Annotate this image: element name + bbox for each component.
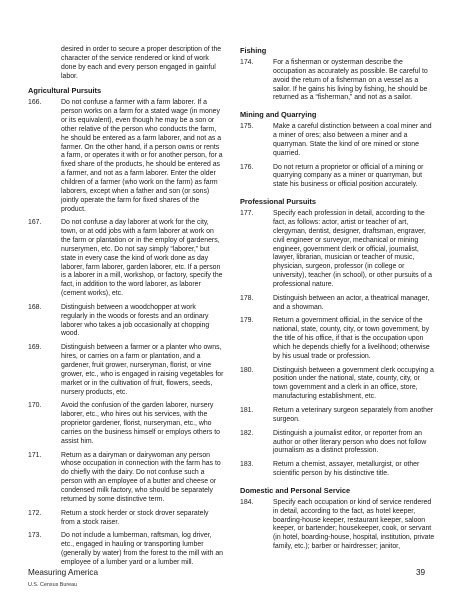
paragraph-number: 183.: [240, 461, 254, 469]
numbered-paragraph: [240, 295, 436, 313]
item-list: [28, 99, 224, 567]
paragraph-number: 176.: [240, 163, 254, 171]
paragraph-number: 170.: [28, 402, 42, 410]
paragraph-text: Specify each profession in detail, according to the fact, as follows: actor, artist or teacher of art, clergyman, dentist, designer, draftsman, engraver, civil engineer or surveyor, mechanical or mining engineer, government clerk or official, journalist, lawyer, librarian, musician or teacher of music, physician, surgeon, professor (in college or university), teacher (in school), or other pursuits of a professional nature.: [273, 210, 432, 288]
paragraph-number: 173.: [28, 532, 42, 540]
paragraph-number: 166.: [28, 99, 42, 107]
numbered-paragraph: [28, 452, 224, 505]
right-column: [240, 46, 436, 557]
paragraph-text: Distinguish between a farmer or a planter who owns, hires, or carries on a farm or plantation, and a gardener, fruit grower, nurseryman, florist, or vine grower, etc., who is engaged in raising vegetables for market or in the cultivation of fruit, flowers, seeds, nursery products, etc.: [61, 344, 224, 396]
paragraph-text: Make a careful distinction between a coal miner and a miner of ores; also between a miner and a quarryman. State the kind of ore mined or stone quarried.: [273, 123, 432, 157]
paragraph-number: 178.: [240, 294, 254, 302]
paragraph-text: Specify each occupation or kind of service rendered in detail, according to the fact, as hotel keeper, boarding-house keeper, restaurant keeper, saloon keeper, or bartender; housekeeper, cook, or servant (in hotel, boarding-house, hospital, institution, private family, etc.); barber or hairdresser; janitor,: [273, 498, 435, 551]
paragraph-number: 174.: [240, 59, 254, 66]
section-agricultural-pursuits: [28, 86, 224, 567]
paragraph-number: 182.: [240, 429, 254, 437]
section-title: Agricultural Pursuits: [28, 86, 102, 96]
section-title: Mining and Quarrying: [240, 110, 317, 120]
paragraph-number: 181.: [240, 407, 254, 414]
left-column: [28, 46, 224, 573]
numbered-paragraph: [240, 407, 436, 425]
numbered-paragraph: [240, 59, 436, 103]
paragraph-number: 172.: [28, 509, 42, 517]
paragraph-text: Return a chemist, assayer, metallurgist, or other scientific person by his distinctive title.: [273, 461, 420, 478]
paragraph-text: Distinguish a journalist editor, or reporter from an author or other literary person who does not follow journalism as a distinct profession.: [273, 429, 427, 455]
paragraph-number: 169.: [28, 344, 42, 352]
page-number: 39: [416, 568, 426, 577]
numbered-paragraph: [240, 317, 436, 361]
paragraph-text: Do not confuse a farmer with a farm laborer. If a person works on a farm for a stated wage (in money or its equivalent), even though he may be a son or other relative of the person who conducts the farm, he should be entered as a farm laborer, and not as a farmer. On the other hand, if a person owns or rents a farm, or operates it with or for another person, for a fixed share of the products, he should be entered as a farmer, and not as a farm laborer. Enter the older children of a farmer (who work on the farm) as farm laborers, except when a father and son (or sons) jointly operate the farm for fixed shares of the product.: [61, 99, 223, 213]
paragraph-number: 184.: [240, 498, 254, 506]
numbered-paragraph: [28, 532, 224, 567]
paragraph-text: Distinguish between a government clerk occupying a position under the national, state, county, city, or town government and a clerk in an office, store, manufacturing establishment, etc.: [273, 366, 434, 401]
section: [240, 110, 436, 190]
numbered-paragraph: [240, 367, 436, 402]
paragraph-number: 167.: [28, 219, 42, 227]
paragraph-number: 168.: [28, 303, 42, 311]
section: [240, 46, 436, 103]
paragraph-text: Avoid the confusion of the garden laborer, nursery laborer, etc., who hires out his services, with the proprietor gardener, florist, nurseryman, etc., who carries on the business himself or employs others to assist him.: [61, 402, 220, 445]
paragraph-text: Return a government official, in the service of the national, state, county, city, or town government, by the title of his office, if that is the occupation upon which he depends chiefly for a livelihood; otherwise by his usual trade or profession.: [273, 317, 430, 360]
section: [240, 197, 436, 479]
numbered-paragraph: [240, 430, 436, 457]
section-title: Domestic and Personal Service: [240, 485, 351, 495]
numbered-paragraph: [240, 123, 436, 158]
intro-paragraph: desired in order to secure a proper description of the character of the service rendered or kind of work done by each and every person engaged in gainful labor.: [61, 46, 222, 80]
numbered-paragraph: [240, 499, 436, 552]
numbered-paragraph: [28, 344, 224, 397]
numbered-paragraph: [240, 164, 436, 191]
paragraph-text: Distinguish between an actor, a theatrical manager, and a showman.: [273, 294, 430, 311]
footer-title: Measuring America: [28, 568, 99, 577]
paragraph-text: Return a veterinary surgeon separately from another surgeon.: [273, 407, 434, 423]
paragraph-number: 177.: [240, 210, 254, 218]
numbered-paragraph: [28, 304, 224, 339]
paragraph-number: 175.: [240, 123, 254, 131]
numbered-paragraph: [28, 219, 224, 299]
numbered-paragraph: [240, 461, 436, 479]
paragraph-text: Do not return a proprietor or official of a mining or quarrying company as a miner or quarryman, but state his business or official position accurately.: [273, 163, 424, 189]
section-title: Fishing: [240, 46, 267, 55]
numbered-paragraph: [240, 210, 436, 290]
paragraph-text: Return as a dairyman or dairywoman any person whose occupation in connection with the farm has to do chiefly with the dairy. Do not confuse such a person with an employee of a butter and cheese or condensed milk factory, who should be separately returned by some distinctive term.: [61, 451, 221, 503]
paragraph-number: 179.: [240, 317, 254, 325]
numbered-paragraph: [28, 99, 224, 214]
paragraph-number: 180.: [240, 366, 254, 374]
numbered-paragraph: [28, 510, 224, 528]
paragraph-text: Do not include a lumberman, raftsman, log driver, etc., engaged in hauling or transporting lumber (generally by water) from the forest to the mill with an employee of a lumber yard or a lumber mill.: [61, 532, 223, 566]
section: [240, 486, 436, 552]
paragraph-text: Return a stock herder or stock drover separately from a stock raiser.: [61, 509, 209, 526]
paragraph-text: Distinguish between a woodchopper at work regularly in the woods or forests and an ordinary laborer who takes a job occasionally at chopping wood.: [61, 303, 210, 338]
numbered-paragraph: [28, 402, 224, 446]
section-title: Professional Pursuits: [240, 197, 316, 207]
paragraph-text: For a fisherman or oysterman describe the occupation as accurately as possible. Be careful to avoid the return of a fisherman on a vessel as a sailor. If he gains his living by fishing, he should be returned as a “fisherman,” and not as a sailor.: [273, 59, 428, 102]
footer-subtitle: U.S. Census Bureau: [28, 582, 78, 588]
paragraph-number: 171.: [28, 451, 42, 459]
paragraph-text: Do not confuse a day laborer at work for the city, town, or at odd jobs with a farm laborer at work on the farm or plantation or in the employ of gardeners, nurserymen, etc. Do not say simply “laborer,” but state in every case the kind of work done as day laborer, farm laborer, garden laborer, etc. If a person is a laborer in a mill, workshop, or factory, specify the fact, in addition to the word laborer, as laborer (cement works), etc.: [61, 219, 223, 298]
